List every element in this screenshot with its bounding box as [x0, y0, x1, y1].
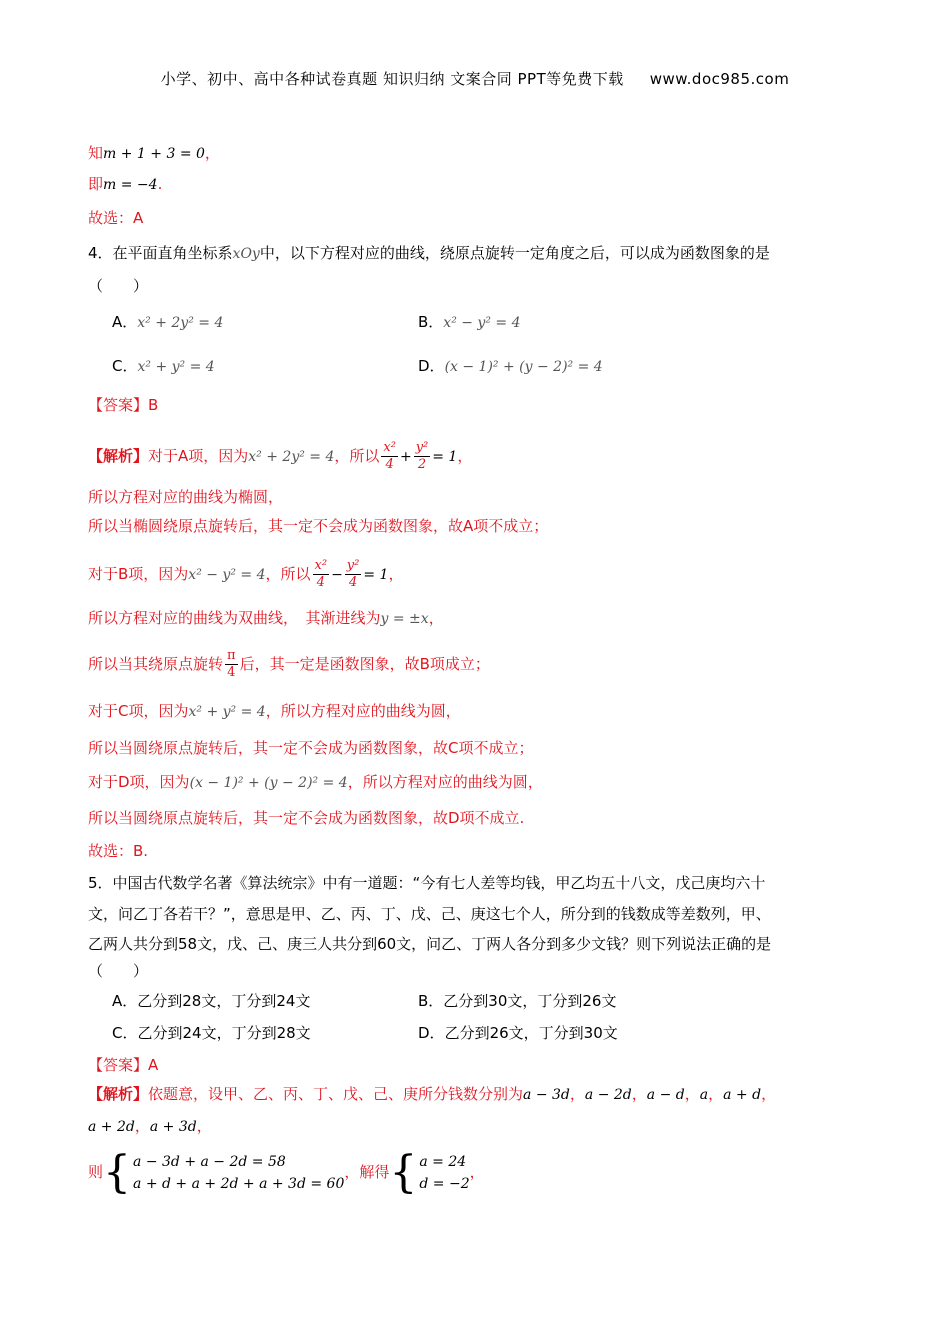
q4-option-d[interactable]: D．(x − 1)² + (y − 2)² = 4	[418, 357, 603, 375]
math-expression: xOy	[232, 246, 260, 262]
q4-analysis-c2: 所以当圆绕原点旋转后，其一定不会成为函数图象，故C项不成立；	[88, 739, 534, 757]
q5-option-b[interactable]: B．乙分到30文，丁分到26文	[418, 992, 617, 1010]
q5-option-a[interactable]: A．乙分到28文，丁分到24文	[112, 992, 311, 1010]
q5-paren: （ ）	[88, 962, 149, 980]
prev-choose: 故选：A	[88, 209, 144, 227]
q5-stem-line-2: 文，问乙丁各若干？”，意思是甲、乙、丙、丁、戊、己、庚这七个人，所分到的钱数成等差数列，甲、	[88, 905, 771, 923]
q4-analysis-b3: 所以当其绕原点旋转 $\frac{\pi}{4}$ 后，其一定是函数图象，故B项成立；	[88, 648, 490, 680]
q5-analysis-2: a + 2d，a + 3d，	[88, 1117, 212, 1135]
q5-answer: 【答案】A	[88, 1056, 159, 1074]
q4-analysis-a1: 【解析】对于A项，因为x² + 2y² = 4，所以 $\frac{\text{x²}}{4}$ + $\frac{\text{y²}}{2}$ = 1，	[88, 440, 473, 472]
q4-analysis-a3: 所以当椭圆绕原点旋转后，其一定不会成为函数图象，故A项不成立；	[88, 517, 549, 535]
q4-analysis-c1: 对于C项，因为x² + y² = 4，所以方程对应的曲线为圆，	[88, 702, 461, 720]
q4-choose: 故选：B.	[88, 842, 149, 860]
q5-stem-line-1: 5．中国古代数学名著《算法统宗》中有一道题：“今有七人差等均钱，甲乙均五十八文，戊己庚均六十	[88, 874, 766, 892]
q5-analysis-system: 则 { a − 3d + a − 2d = 58 a + d + a + 2d + a + 3d = 60 ，解得 { a = 24 d = −2 ，	[88, 1146, 485, 1198]
q4-analysis-b1: 对于B项，因为x² − y² = 4，所以 $\frac{\text{x²}}{4}$ − $\frac{\text{y²}}{4}$ = 1，	[88, 558, 404, 590]
q5-option-d[interactable]: D．乙分到26文，丁分到30文	[418, 1024, 618, 1042]
q4-option-b[interactable]: B．x² − y² = 4	[418, 313, 521, 331]
q5-analysis-1: 【解析】依题意，设甲、乙、丙、丁、戊、己、庚所分钱数分别为a − 3d，a − 2d，a − d，a，a + d，	[88, 1085, 777, 1103]
q4-option-a[interactable]: A．x² + 2y² = 4	[112, 313, 224, 331]
q4-paren: （ ）	[88, 277, 149, 295]
q5-option-c[interactable]: C．乙分到24文，丁分到28文	[112, 1024, 311, 1042]
q4-analysis-d1: 对于D项，因为(x − 1)² + (y − 2)² = 4，所以方程对应的曲线为圆，	[88, 773, 543, 791]
q4-analysis-d2: 所以当圆绕原点旋转后，其一定不会成为函数图象，故D项不成立.	[88, 809, 525, 827]
prev-line-1: 知m + 1 + 3 = 0，	[88, 144, 220, 162]
header-text: 小学、初中、高中各种试卷真题 知识归纳 文案合同 PPT等免费下载	[160, 70, 624, 88]
math-expression: m = −4	[103, 177, 158, 193]
q4-answer: 【答案】B	[88, 396, 159, 414]
q4-option-c[interactable]: C．x² + y² = 4	[112, 357, 215, 375]
q4-stem: 4．在平面直角坐标系xOy中，以下方程对应的曲线，绕原点旋转一定角度之后，可以成为函数图象的是	[88, 244, 770, 262]
q4-analysis-a2: 所以方程对应的曲线为椭圆，	[88, 488, 284, 506]
q4-analysis-b2: 所以方程对应的曲线为双曲线， 其渐进线为y = ±x，	[88, 609, 444, 627]
page-header	[0, 68, 950, 89]
header-site-link[interactable]: www.doc985.com	[649, 70, 790, 88]
prev-line-2: 即m = −4.	[88, 175, 163, 193]
math-expression: m + 1 + 3 = 0	[103, 146, 205, 162]
q5-stem-line-3: 乙两人共分到58文，戊、己、庚三人共分到60文，问乙、丁两人各分到多少文钱？则下列说法正确的是	[88, 935, 772, 953]
